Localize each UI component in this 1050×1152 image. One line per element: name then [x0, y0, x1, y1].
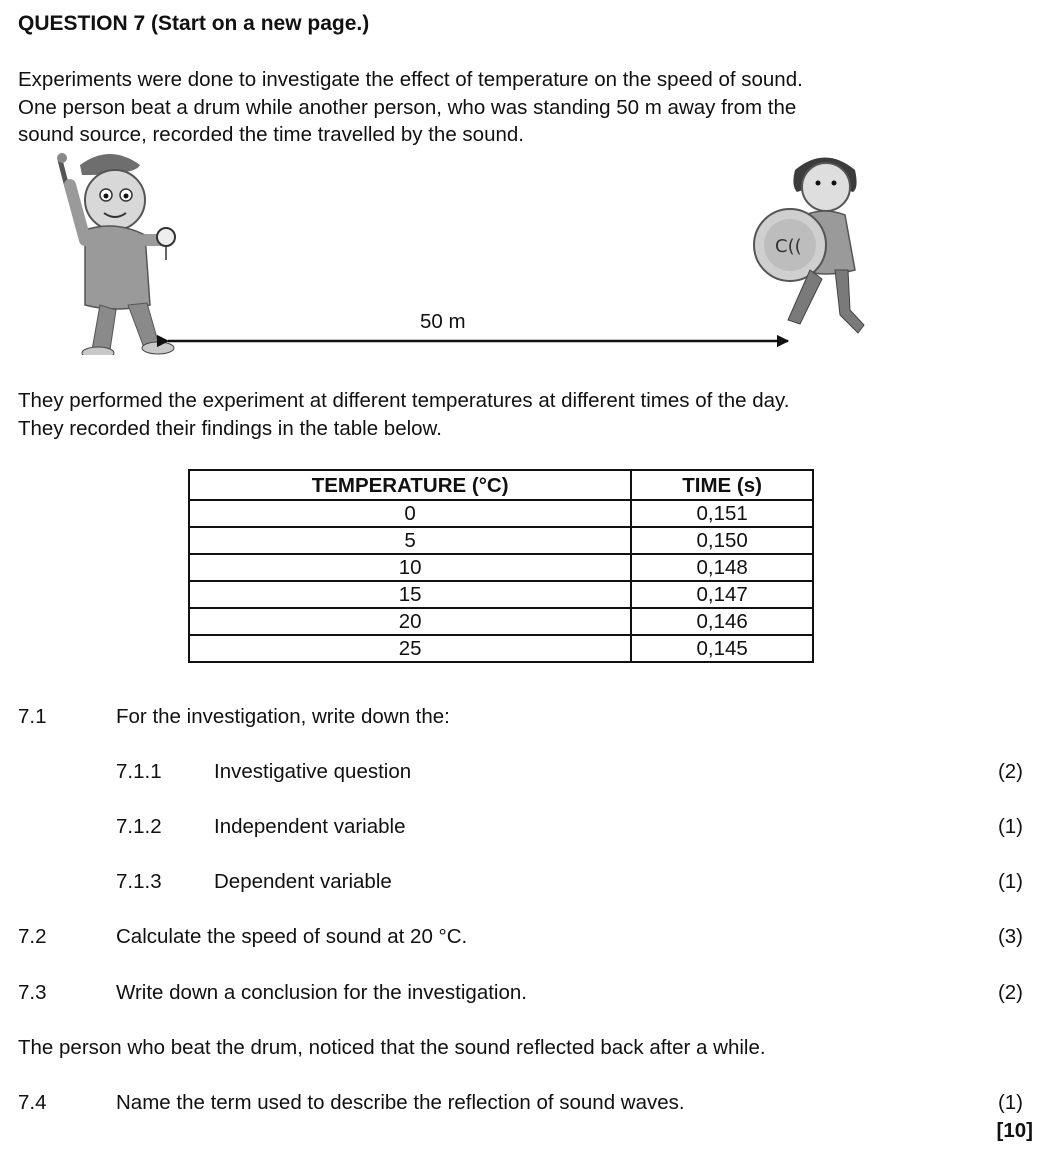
experiment-illustration	[40, 145, 920, 355]
total-marks: [10]	[996, 1119, 1033, 1142]
question-number-7-1: 7.1	[18, 705, 47, 728]
cell-temperature: 15	[189, 581, 631, 608]
table-row	[189, 581, 813, 608]
question-text-7-1-2: Independent variable	[214, 815, 406, 838]
question-text-7-4: Name the term used to describe the reflection of sound waves.	[116, 1091, 685, 1114]
boy-with-stopwatch-icon	[57, 153, 175, 355]
setup-line: They performed the experiment at different temperatures at different times of the day.	[18, 389, 790, 412]
table-row	[189, 608, 813, 635]
table-row	[189, 635, 813, 662]
header-temperature: TEMPERATURE (°C)	[189, 470, 631, 500]
question-text-7-3: Write down a conclusion for the investigation.	[116, 981, 527, 1004]
cell-time: 0,146	[631, 608, 813, 635]
cell-temperature: 20	[189, 608, 631, 635]
table-row	[189, 527, 813, 554]
question-number-7-4: 7.4	[18, 1091, 47, 1114]
question-number-7-1-1: 7.1.1	[116, 760, 162, 783]
question-text-7-1: For the investigation, write down the:	[116, 705, 450, 728]
marks-7-4: (1)	[997, 1091, 1023, 1114]
cell-temperature: 10	[189, 554, 631, 581]
cell-temperature: 0	[189, 500, 631, 527]
question-text-7-1-3: Dependent variable	[214, 870, 392, 893]
svg-text:C((: C((	[775, 236, 802, 257]
cell-time: 0,145	[631, 635, 813, 662]
cell-temperature: 5	[189, 527, 631, 554]
marks-7-1-2: (1)	[997, 815, 1023, 838]
intro-paragraph	[18, 66, 1018, 149]
setup-paragraph	[18, 387, 1018, 442]
boy-with-drum-icon	[754, 158, 864, 334]
question-title: QUESTION 7 (Start on a new page.)	[18, 12, 370, 35]
question-text-7-2: Calculate the speed of sound at 20 °C.	[116, 925, 468, 948]
question-number-7-1-3: 7.1.3	[116, 870, 162, 893]
statement-text: The person who beat the drum, noticed that the sound reflected back after a while.	[18, 1036, 766, 1059]
question-number-7-2: 7.2	[18, 925, 47, 948]
header-time: TIME (s)	[631, 470, 813, 500]
cell-time: 0,147	[631, 581, 813, 608]
results-table	[188, 469, 814, 663]
marks-7-1-3: (1)	[997, 870, 1023, 893]
cell-time: 0,148	[631, 554, 813, 581]
distance-label: 50 m	[420, 310, 466, 333]
cell-time: 0,151	[631, 500, 813, 527]
question-number-7-3: 7.3	[18, 981, 47, 1004]
marks-7-2: (3)	[997, 925, 1023, 948]
intro-line: sound source, recorded the time travelled by the sound.	[18, 123, 524, 146]
question-number-7-1-2: 7.1.2	[116, 815, 162, 838]
setup-line: They recorded their findings in the table below.	[18, 416, 442, 440]
cell-time: 0,150	[631, 527, 813, 554]
cell-temperature: 25	[189, 635, 631, 662]
question-text-7-1-1: Investigative question	[214, 760, 412, 783]
marks-7-3: (2)	[997, 981, 1023, 1004]
intro-line: One person beat a drum while another person, who was standing 50 m away from the	[18, 95, 797, 119]
table-header-row	[189, 470, 813, 500]
marks-7-1-1: (2)	[997, 760, 1023, 783]
table-row	[189, 500, 813, 527]
intro-line: Experiments were done to investigate the effect of temperature on the speed of sound.	[18, 68, 803, 91]
table-row	[189, 554, 813, 581]
